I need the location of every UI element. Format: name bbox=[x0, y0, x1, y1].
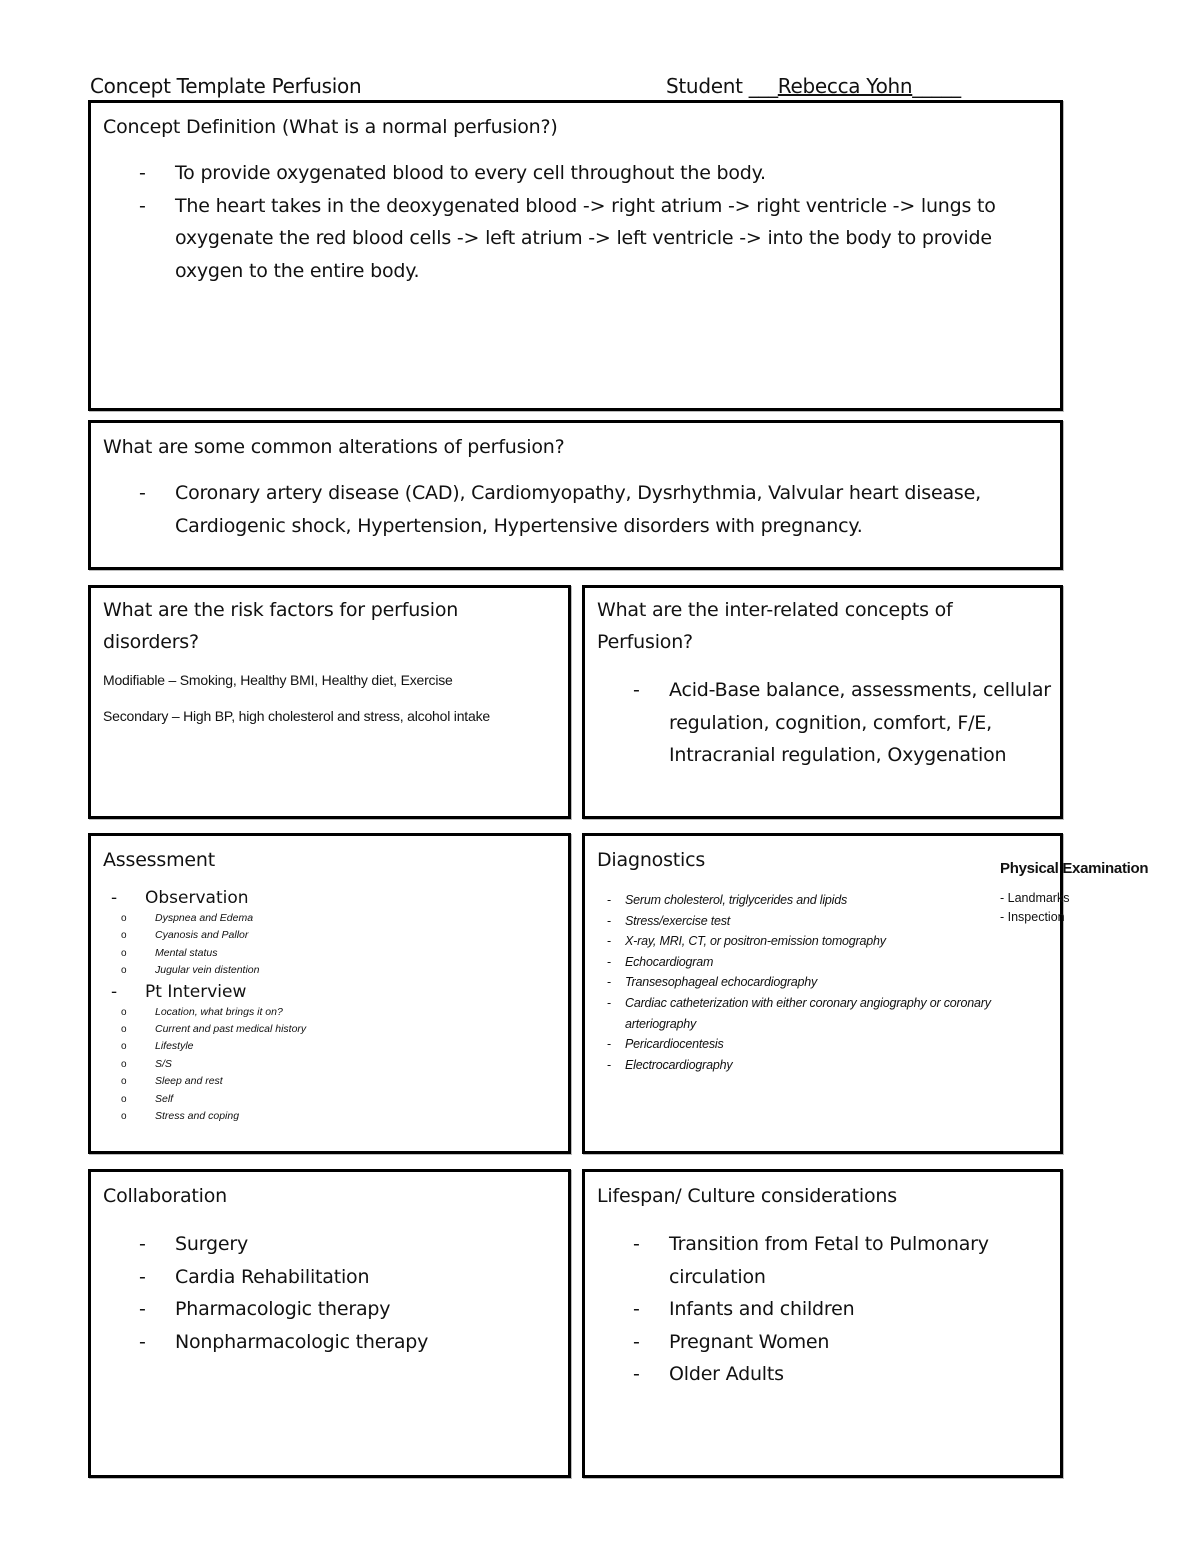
assessment-item: o Lifestyle bbox=[91, 1038, 568, 1055]
circle-bullet-icon: o bbox=[121, 930, 127, 942]
document-title: Concept Template Perfusion bbox=[90, 74, 362, 98]
assessment-item: o Dyspnea and Edema bbox=[91, 910, 568, 927]
dash-bullet-icon: - bbox=[139, 1265, 146, 1288]
assessment-item: o Self bbox=[91, 1091, 568, 1108]
dash-bullet-icon: - bbox=[139, 1298, 146, 1320]
dash-bullet-icon: - bbox=[607, 934, 611, 949]
dash-bullet-icon: - bbox=[607, 1037, 611, 1052]
collaboration-box bbox=[88, 1169, 571, 1478]
dash-bullet-icon: - bbox=[139, 1233, 146, 1255]
assessment-item: o Mental status bbox=[91, 945, 568, 962]
dash-bullet-icon: - bbox=[633, 679, 640, 701]
assessment-item: o S/S bbox=[91, 1056, 568, 1073]
circle-bullet-icon: o bbox=[121, 1041, 127, 1053]
assessment-item: o Sleep and rest bbox=[91, 1073, 568, 1090]
circle-bullet-icon: o bbox=[121, 1076, 127, 1088]
dash-bullet-icon: - bbox=[607, 1057, 611, 1072]
student-field bbox=[666, 74, 961, 98]
dash-bullet-icon: - bbox=[633, 1233, 640, 1255]
definition-title: Concept Definition (What is a normal perfusion?) bbox=[103, 116, 558, 138]
diagnostics-item: - Stress/exercise test bbox=[585, 911, 1020, 932]
dash-bullet-icon: - bbox=[139, 194, 146, 217]
definition-box bbox=[88, 100, 1063, 411]
assessment-title: Assessment bbox=[103, 849, 215, 871]
dash-bullet-icon: - bbox=[607, 913, 611, 928]
assessment-item: o Stress and coping bbox=[91, 1108, 568, 1125]
assessment-group-observation: - Observation o Dyspnea and Edema o Cyanosis and Pallor o Mental status o Jugular vein distention bbox=[91, 886, 568, 980]
risk-factors-title: What are the risk factors for perfusion disorders? bbox=[103, 599, 459, 653]
dash-bullet-icon: - bbox=[607, 893, 611, 907]
circle-bullet-icon: o bbox=[121, 965, 127, 977]
collaboration-item: - Surgery bbox=[91, 1228, 568, 1261]
risk-modifiable: Modifiable – Smoking, Healthy BMI, Healthy diet, Exercise bbox=[103, 672, 453, 688]
lifespan-title: Lifespan/ Culture considerations bbox=[597, 1185, 897, 1207]
student-label: Student ___ bbox=[666, 74, 778, 98]
lifespan-item: - Pregnant Women bbox=[585, 1326, 1030, 1359]
diagnostics-item: - Echocardiogram bbox=[585, 952, 1020, 973]
dash-bullet-icon: - bbox=[633, 1330, 640, 1353]
assessment-box bbox=[88, 833, 571, 1154]
student-trail: _____ bbox=[912, 74, 961, 98]
diagnostics-box bbox=[582, 833, 1063, 1154]
circle-bullet-icon: o bbox=[121, 1093, 127, 1105]
collaboration-item: - Pharmacologic therapy bbox=[91, 1293, 568, 1326]
circle-bullet-icon: o bbox=[121, 913, 127, 924]
student-name: Rebecca Yohn bbox=[777, 74, 913, 98]
alterations-item: - Coronary artery disease (CAD), Cardiomyopathy, Dysrhythmia, Valvular heart disease, Cardiogenic shock, Hypertension, Hypertensive disorders with pregnancy. bbox=[91, 477, 1046, 542]
interrelated-title: What are the inter-related concepts of Perfusion? bbox=[597, 599, 953, 653]
dash-bullet-icon: - bbox=[633, 1298, 640, 1320]
dash-bullet-icon: - bbox=[607, 975, 611, 990]
diagnostics-title: Diagnostics bbox=[597, 849, 706, 871]
assessment-item: o Jugular vein distention bbox=[91, 962, 568, 979]
dash-bullet-icon: - bbox=[607, 995, 611, 1010]
lifespan-item: - Infants and children bbox=[585, 1293, 1030, 1326]
collaboration-item: - Nonpharmacologic therapy bbox=[91, 1326, 568, 1359]
assessment-item: o Cyanosis and Pallor bbox=[91, 927, 568, 944]
diagnostics-item: - X-ray, MRI, CT, or positron-emission tomography bbox=[585, 931, 1020, 952]
dash-bullet-icon: - bbox=[111, 888, 118, 908]
lifespan-box bbox=[582, 1169, 1063, 1478]
risk-secondary: Secondary – High BP, high cholesterol and stress, alcohol intake bbox=[103, 708, 490, 724]
assessment-item: o Current and past medical history bbox=[91, 1021, 568, 1038]
diagnostics-item: - Cardiac catheterization with either coronary angiography or coronary arteriography bbox=[585, 993, 1020, 1034]
circle-bullet-icon: o bbox=[121, 1024, 127, 1036]
diagnostics-item: - Serum cholesterol, triglycerides and lipids bbox=[585, 890, 1020, 911]
interrelated-item: - Acid-Base balance, assessments, cellular regulation, cognition, comfort, F/E, Intracranial regulation, Oxygenation bbox=[585, 674, 1054, 772]
dash-bullet-icon: - bbox=[633, 1363, 640, 1385]
definition-item: - To provide oxygenated blood to every cell throughout the body. bbox=[91, 157, 1050, 190]
interrelated-box bbox=[582, 585, 1063, 819]
lifespan-item: - Transition from Fetal to Pulmonary circulation bbox=[585, 1228, 1030, 1293]
diagnostics-item: - Electrocardiography bbox=[585, 1055, 1020, 1076]
dash-bullet-icon: - bbox=[607, 954, 611, 969]
alterations-box bbox=[88, 420, 1063, 570]
definition-item: - The heart takes in the deoxygenated blood -> right atrium -> right ventricle -> lungs to oxygenate the red blood cells -> left atrium -> left ventricle -> into the body to provide oxygen to the entire body. bbox=[91, 190, 1050, 288]
collaboration-item: - Cardia Rehabilitation bbox=[91, 1261, 568, 1294]
circle-bullet-icon: o bbox=[121, 1006, 127, 1018]
physical-exam-title: Physical Examination bbox=[1000, 860, 1149, 877]
circle-bullet-icon: o bbox=[121, 1058, 127, 1070]
diagnostics-item: - Transesophageal echocardiography bbox=[585, 972, 1020, 993]
physical-exam-item: - Inspection bbox=[1000, 910, 1065, 924]
diagnostics-item: - Pericardiocentesis bbox=[585, 1034, 1020, 1055]
alterations-title: What are some common alterations of perfusion? bbox=[103, 436, 565, 458]
assessment-item: o Location, what brings it on? bbox=[91, 1004, 568, 1021]
circle-bullet-icon: o bbox=[121, 1111, 127, 1123]
physical-exam-note bbox=[1000, 860, 1148, 927]
risk-factors-box bbox=[88, 585, 571, 819]
dash-bullet-icon: - bbox=[139, 1330, 146, 1353]
circle-bullet-icon: o bbox=[121, 947, 127, 959]
collaboration-title: Collaboration bbox=[103, 1185, 228, 1207]
dash-bullet-icon: - bbox=[139, 162, 146, 184]
lifespan-item: - Older Adults bbox=[585, 1358, 1030, 1391]
dash-bullet-icon: - bbox=[111, 981, 118, 1002]
assessment-group-interview: - Pt Interview o Location, what brings it on? o Current and past medical history o Lifestyle o S/S o Sleep and rest o Self o Stress and coping bbox=[91, 980, 568, 1126]
physical-exam-item: - Landmarks bbox=[1000, 891, 1070, 905]
dash-bullet-icon: - bbox=[139, 482, 146, 504]
